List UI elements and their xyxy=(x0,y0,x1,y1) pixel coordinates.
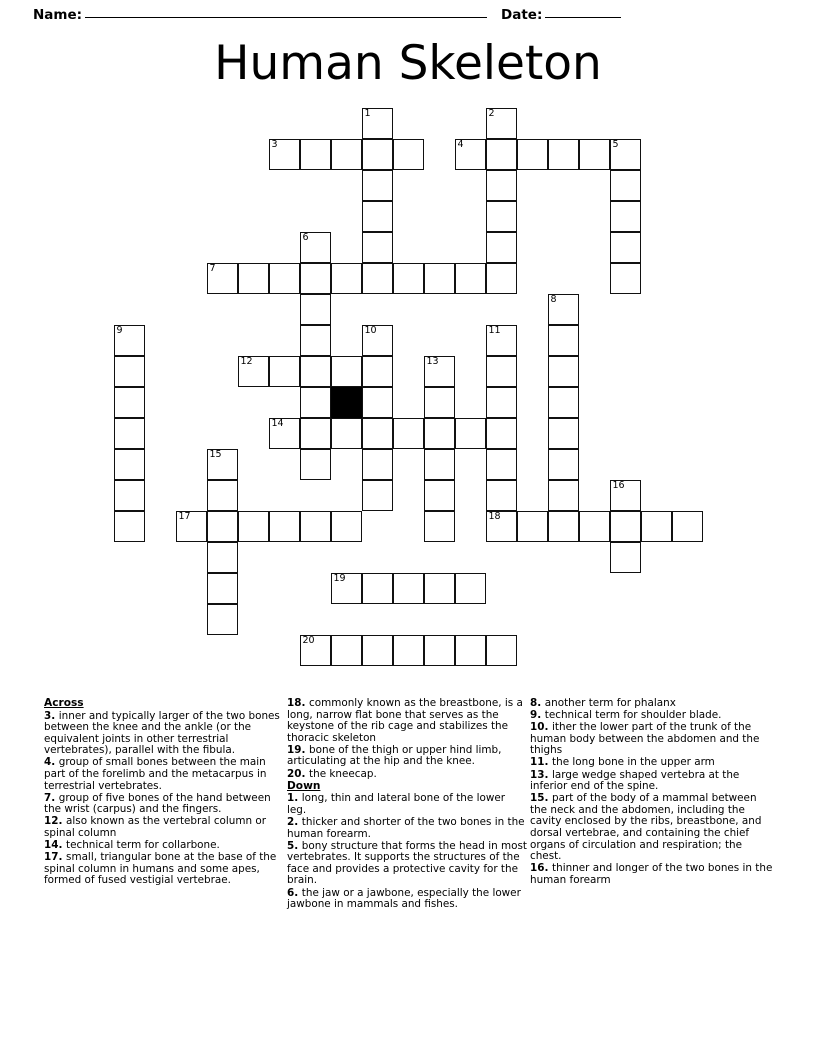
clue-text: another term for phalanx xyxy=(544,697,676,709)
grid-cell[interactable] xyxy=(424,511,455,542)
page-title: Human Skeleton xyxy=(214,36,602,91)
grid-cell[interactable] xyxy=(610,263,641,294)
clue-down-16 xyxy=(530,863,775,886)
grid-cell[interactable] xyxy=(362,480,393,511)
clue-number: 13. xyxy=(530,768,553,781)
clue-number: 5. xyxy=(287,839,302,852)
grid-cell[interactable] xyxy=(331,635,362,666)
grid-cell[interactable] xyxy=(300,449,331,480)
grid-cell-blocked xyxy=(331,387,362,418)
clue-across-18 xyxy=(287,698,527,744)
grid-cell[interactable] xyxy=(269,511,300,542)
clue-number: 15. xyxy=(530,792,553,805)
clue-text: small, triangular bone at the base of the spinal column in humans and some apes, formed of fused vestigial vertebrae. xyxy=(44,851,277,887)
grid-cell[interactable] xyxy=(300,635,331,666)
grid-cell[interactable] xyxy=(331,418,362,449)
grid-cell-number: 8 xyxy=(550,294,557,305)
grid-cell[interactable] xyxy=(486,108,517,139)
clue-down-11 xyxy=(530,757,775,769)
clue-number: 17. xyxy=(44,851,67,864)
grid-cell[interactable] xyxy=(362,635,393,666)
clue-across-4 xyxy=(44,757,284,792)
grid-cell[interactable] xyxy=(424,635,455,666)
grid-cell-number: 6 xyxy=(302,232,309,243)
grid-cell[interactable] xyxy=(610,139,641,170)
grid-cell[interactable] xyxy=(114,449,145,480)
grid-cell[interactable] xyxy=(300,387,331,418)
grid-cell[interactable] xyxy=(486,387,517,418)
grid-cell-number: 9 xyxy=(116,325,123,336)
grid-cell[interactable] xyxy=(269,263,300,294)
clue-down-5 xyxy=(287,841,527,887)
clue-down-13 xyxy=(530,770,775,793)
grid-cell[interactable] xyxy=(424,418,455,449)
grid-cell[interactable] xyxy=(300,232,331,263)
grid-cell[interactable] xyxy=(114,325,145,356)
grid-cell[interactable] xyxy=(548,294,579,325)
clue-down-8 xyxy=(530,698,775,710)
grid-cell[interactable] xyxy=(548,325,579,356)
grid-cell[interactable] xyxy=(486,356,517,387)
grid-cell[interactable] xyxy=(486,449,517,480)
clue-across-3 xyxy=(44,711,284,757)
grid-cell[interactable] xyxy=(548,480,579,511)
grid-cell[interactable] xyxy=(548,139,579,170)
grid-cell[interactable] xyxy=(424,449,455,480)
clue-text: commonly known as the breastbone, is a long, narrow flat bone that serves as the keystone of the rib cage and stabilizes the thoracic skeleton xyxy=(287,697,523,744)
grid-cell[interactable] xyxy=(579,139,610,170)
grid-cell-number: 13 xyxy=(426,356,439,367)
grid-cell[interactable] xyxy=(579,511,610,542)
clue-across-12 xyxy=(44,816,284,839)
clue-number: 14. xyxy=(44,839,67,852)
grid-cell-number: 19 xyxy=(333,573,346,584)
clue-down-9 xyxy=(530,710,775,722)
grid-cell[interactable] xyxy=(269,139,300,170)
clue-text: group of five bones of the hand between the wrist (carpus) and the fingers. xyxy=(44,791,271,816)
clue-number: 19. xyxy=(287,743,310,756)
grid-cell[interactable] xyxy=(300,511,331,542)
date-label: Date: xyxy=(501,7,543,23)
grid-cell[interactable] xyxy=(486,480,517,511)
grid-cell-number: 14 xyxy=(271,418,284,429)
grid-cell[interactable] xyxy=(548,511,579,542)
grid-cell-number: 7 xyxy=(209,263,216,274)
grid-cell[interactable] xyxy=(424,480,455,511)
clue-text: bone of the thigh or upper hind limb, articulating at the hip and the knee. xyxy=(287,743,502,768)
grid-cell[interactable] xyxy=(362,201,393,232)
grid-cell[interactable] xyxy=(455,418,486,449)
grid-cell[interactable] xyxy=(238,263,269,294)
clue-text: the jaw or a jawbone, especially the lower jawbone in mammals and fishes. xyxy=(287,886,521,911)
clue-column-2 xyxy=(287,698,527,911)
grid-cell[interactable] xyxy=(486,635,517,666)
grid-cell-number: 4 xyxy=(457,139,464,150)
grid-cell[interactable] xyxy=(548,418,579,449)
grid-cell[interactable] xyxy=(517,139,548,170)
clue-text: long, thin and lateral bone of the lower leg. xyxy=(287,792,505,816)
clue-number: 3. xyxy=(44,709,59,722)
grid-cell[interactable] xyxy=(610,201,641,232)
clue-number: 10. xyxy=(530,721,553,734)
grid-cell[interactable] xyxy=(300,263,331,294)
grid-cell[interactable] xyxy=(455,263,486,294)
clue-across-17 xyxy=(44,852,284,887)
grid-cell-number: 18 xyxy=(488,511,501,522)
clue-text: inner and typically larger of the two bones between the knee and the ankle (or the equivalent joints in other terrestrial vertebrates), parallel with the fibula. xyxy=(44,709,280,757)
clue-number: 2. xyxy=(287,815,302,828)
clue-text: the long bone in the upper arm xyxy=(552,756,715,769)
name-label: Name: xyxy=(33,7,83,23)
grid-cell[interactable] xyxy=(424,263,455,294)
grid-cell[interactable] xyxy=(362,170,393,201)
grid-cell[interactable] xyxy=(300,139,331,170)
grid-cell[interactable] xyxy=(207,449,238,480)
clue-column-1 xyxy=(44,698,284,911)
grid-cell[interactable] xyxy=(486,170,517,201)
grid-cell-number: 2 xyxy=(488,108,495,119)
clue-across-20 xyxy=(287,769,527,781)
clue-across-14 xyxy=(44,840,284,852)
across-heading: Across xyxy=(44,697,84,709)
grid-cell[interactable] xyxy=(269,356,300,387)
grid-cell[interactable] xyxy=(362,356,393,387)
grid-cell[interactable] xyxy=(393,418,424,449)
grid-cell-number: 5 xyxy=(612,139,619,150)
clue-text: large wedge shaped vertebra at the inferior end of the spine. xyxy=(530,768,740,793)
grid-cell[interactable] xyxy=(393,635,424,666)
clue-number: 8. xyxy=(530,697,545,709)
clue-text: the kneecap. xyxy=(309,767,377,780)
grid-cell[interactable] xyxy=(610,480,641,511)
grid-cell[interactable] xyxy=(486,325,517,356)
grid-cell-number: 11 xyxy=(488,325,501,336)
clue-down-10 xyxy=(530,722,775,757)
grid-cell[interactable] xyxy=(610,542,641,573)
clue-number: 18. xyxy=(287,697,310,709)
grid-cell[interactable] xyxy=(207,511,238,542)
grid-cell[interactable] xyxy=(424,573,455,604)
clue-number: 1. xyxy=(287,792,302,805)
grid-cell[interactable] xyxy=(114,387,145,418)
grid-cell[interactable] xyxy=(207,263,238,294)
clue-text: ither the lower part of the trunk of the human body between the abdomen and the thighs xyxy=(530,721,760,757)
grid-cell[interactable] xyxy=(641,511,672,542)
grid-cell-number: 1 xyxy=(364,108,371,119)
grid-cell[interactable] xyxy=(331,139,362,170)
clue-number: 11. xyxy=(530,756,553,769)
grid-cell[interactable] xyxy=(114,356,145,387)
grid-cell[interactable] xyxy=(393,573,424,604)
grid-cell[interactable] xyxy=(548,449,579,480)
grid-cell[interactable] xyxy=(300,325,331,356)
grid-cell[interactable] xyxy=(300,294,331,325)
clue-number: 4. xyxy=(44,756,59,769)
grid-cell[interactable] xyxy=(114,480,145,511)
clue-column-3 xyxy=(530,698,775,911)
grid-cell[interactable] xyxy=(300,418,331,449)
grid-cell[interactable] xyxy=(207,573,238,604)
grid-cell[interactable] xyxy=(362,263,393,294)
grid-cell[interactable] xyxy=(610,170,641,201)
clue-text: thicker and shorter of the two bones in the human forearm. xyxy=(287,815,525,840)
clue-text: part of the body of a mammal between the neck and the abdomen, including the cavity enclosed by the ribs, breastbone, and dorsal vertebrae, and containing the chief organs of circulation and respiration; the chest. xyxy=(530,792,762,863)
grid-cell[interactable] xyxy=(362,387,393,418)
clue-number: 9. xyxy=(530,709,545,722)
grid-cell[interactable] xyxy=(486,201,517,232)
grid-cell-number: 10 xyxy=(364,325,377,336)
clues-section xyxy=(0,698,816,911)
clue-text: bony structure that forms the head in most vertebrates. It supports the structures of the face and provides a protective cavity for the brain. xyxy=(287,839,527,887)
grid-cell[interactable] xyxy=(424,356,455,387)
grid-cell[interactable] xyxy=(207,604,238,635)
grid-cell[interactable] xyxy=(269,418,300,449)
grid-cell[interactable] xyxy=(486,263,517,294)
clue-text: technical term for shoulder blade. xyxy=(544,709,722,722)
clue-number: 20. xyxy=(287,767,310,780)
grid-cell[interactable] xyxy=(393,263,424,294)
grid-cell[interactable] xyxy=(362,139,393,170)
clue-number: 7. xyxy=(44,791,59,804)
grid-cell[interactable] xyxy=(455,139,486,170)
grid-cell[interactable] xyxy=(393,139,424,170)
grid-cell-number: 20 xyxy=(302,635,315,646)
clue-down-2 xyxy=(287,817,527,840)
grid-cell[interactable] xyxy=(517,511,548,542)
grid-cell[interactable] xyxy=(455,635,486,666)
clue-across-19 xyxy=(287,745,527,768)
grid-cell[interactable] xyxy=(610,232,641,263)
grid-cell-number: 17 xyxy=(178,511,191,522)
down-heading: Down xyxy=(287,779,321,792)
grid-cell[interactable] xyxy=(486,139,517,170)
clue-text: technical term for collarbone. xyxy=(66,839,220,852)
grid-cell[interactable] xyxy=(548,387,579,418)
grid-cell[interactable] xyxy=(238,511,269,542)
grid-cell-number: 16 xyxy=(612,480,625,491)
grid-cell[interactable] xyxy=(548,356,579,387)
grid-cell[interactable] xyxy=(362,573,393,604)
clue-across-7 xyxy=(44,793,284,816)
clue-number: 12. xyxy=(44,815,67,828)
grid-cell[interactable] xyxy=(114,418,145,449)
grid-cell[interactable] xyxy=(331,511,362,542)
grid-cell[interactable] xyxy=(362,232,393,263)
clue-text: also known as the vertebral column or spinal column xyxy=(44,815,267,840)
clue-number: 16. xyxy=(530,862,553,875)
clue-down-1 xyxy=(287,793,527,816)
grid-cell[interactable] xyxy=(610,511,641,542)
grid-cell[interactable] xyxy=(486,511,517,542)
grid-cell[interactable] xyxy=(331,573,362,604)
grid-cell[interactable] xyxy=(238,356,269,387)
grid-cell[interactable] xyxy=(455,573,486,604)
grid-cell[interactable] xyxy=(362,108,393,139)
grid-cell-number: 3 xyxy=(271,139,278,150)
grid-cell[interactable] xyxy=(207,542,238,573)
grid-cell[interactable] xyxy=(114,511,145,542)
grid-cell[interactable] xyxy=(362,449,393,480)
grid-cell[interactable] xyxy=(300,356,331,387)
grid-cell[interactable] xyxy=(486,232,517,263)
clue-down-6 xyxy=(287,888,527,911)
grid-cell[interactable] xyxy=(362,418,393,449)
clue-down-15 xyxy=(530,793,775,863)
grid-cell[interactable] xyxy=(207,480,238,511)
grid-cell[interactable] xyxy=(331,356,362,387)
grid-cell-number: 12 xyxy=(240,356,253,367)
grid-cell[interactable] xyxy=(176,511,207,542)
clue-text: group of small bones between the main part of the forelimb and the metacarpus in terrestrial vertebrates. xyxy=(44,756,267,792)
grid-cell[interactable] xyxy=(331,263,362,294)
grid-cell[interactable] xyxy=(362,325,393,356)
clue-text: thinner and longer of the two bones in the human forearm xyxy=(530,862,773,886)
grid-cell[interactable] xyxy=(672,511,703,542)
clue-number: 6. xyxy=(287,886,302,899)
grid-cell[interactable] xyxy=(486,418,517,449)
grid-cell-number: 15 xyxy=(209,449,222,460)
grid-cell[interactable] xyxy=(424,387,455,418)
